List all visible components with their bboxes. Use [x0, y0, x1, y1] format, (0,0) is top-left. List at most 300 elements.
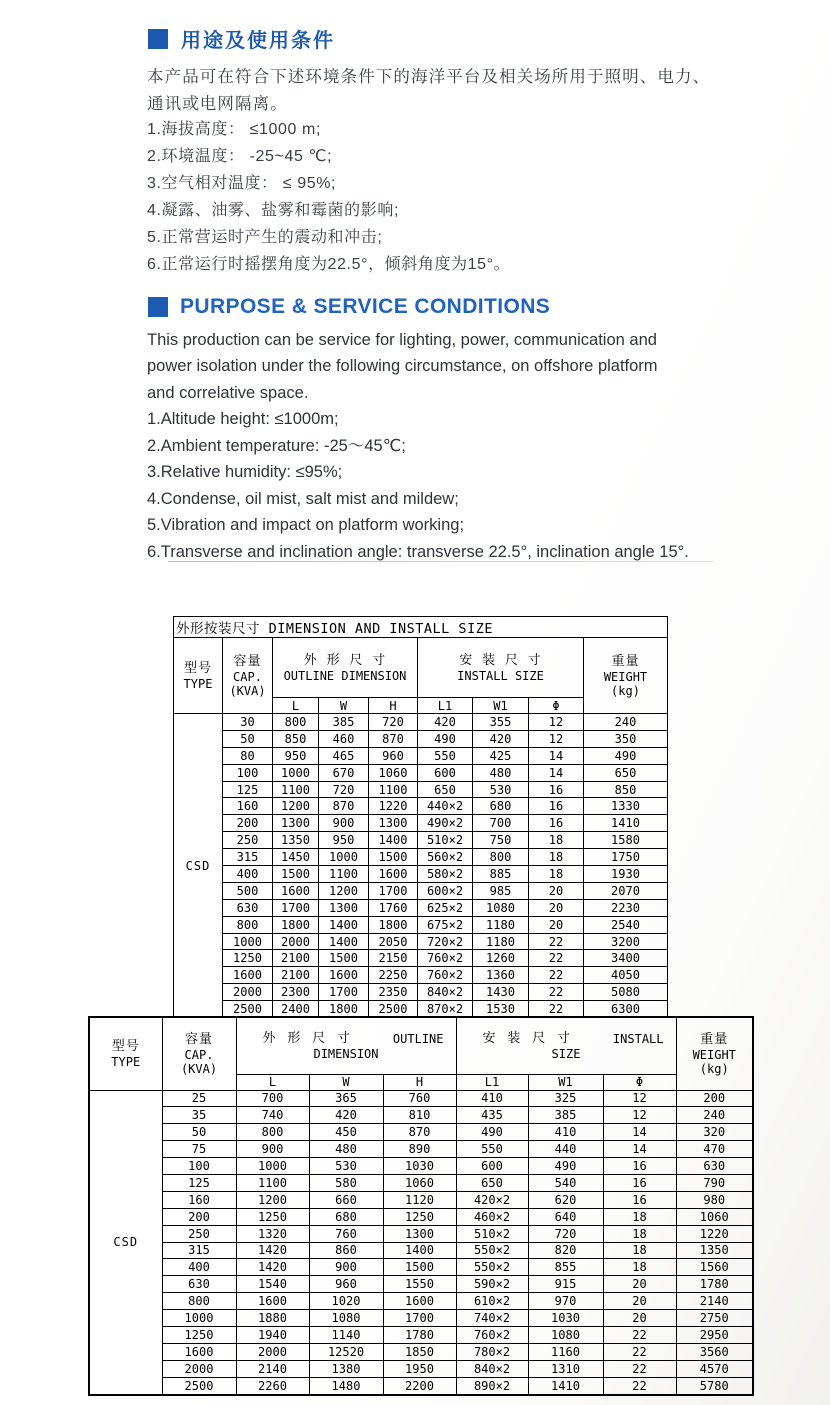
table-cell: 1160 — [528, 1343, 603, 1360]
table-cell: 460 — [319, 730, 369, 747]
table-cell: 1600 — [319, 967, 369, 984]
table-cell: 1300 — [369, 815, 418, 832]
table-cell: 22 — [529, 967, 584, 984]
table-cell: 700 — [236, 1090, 309, 1107]
table-cell: 4050 — [584, 967, 668, 984]
table-cell: 760 — [309, 1225, 383, 1242]
table-cell: 540 — [528, 1174, 603, 1191]
table-cell: 355 — [473, 714, 529, 731]
table-cell: 490 — [418, 730, 473, 747]
cn-condition-item: 5.正常营运时产生的震动和冲击; — [147, 229, 383, 246]
en-condition-item: 1.Altitude height: ≤1000m; — [147, 410, 339, 428]
table-cell: 200 — [162, 1208, 236, 1225]
table-cell: 22 — [603, 1326, 676, 1343]
table-cell: 1700 — [369, 882, 418, 899]
table-cell: 1100 — [273, 781, 319, 798]
table-header-row — [89, 1017, 753, 1074]
table-cell: 800 — [273, 714, 319, 731]
table-cell: 1800 — [369, 916, 418, 933]
table-cell: 560×2 — [418, 849, 473, 866]
table-cell: 650 — [456, 1174, 528, 1191]
table-cell: 20 — [529, 899, 584, 916]
en-condition-item: 2.Ambient temperature: -25～45℃; — [147, 436, 406, 455]
table-row — [174, 781, 668, 798]
table-cell: 720 — [319, 781, 369, 798]
table-cell: 900 — [309, 1259, 383, 1276]
table-cell: 240 — [676, 1107, 753, 1124]
col-header-type: 型号 TYPE — [174, 638, 223, 714]
cn-condition-item: 2.环境温度： -25~45 ℃; — [147, 148, 333, 165]
table-cell: 1750 — [584, 849, 668, 866]
table-cell: 1760 — [369, 899, 418, 916]
table-cell: 1600 — [162, 1343, 236, 1360]
table-cell: 4570 — [676, 1360, 753, 1377]
en-condition-item: 4.Condense, oil mist, salt mist and mildew; — [147, 489, 459, 508]
table-cell: 20 — [529, 916, 584, 933]
table-cell: 1700 — [383, 1310, 456, 1327]
table-cell: 960 — [309, 1276, 383, 1293]
table-row — [89, 1377, 753, 1394]
table-cell: 14 — [529, 747, 584, 764]
table-cell: 18 — [529, 849, 584, 866]
table-cell: 620 — [528, 1191, 603, 1208]
table-row — [89, 1276, 753, 1293]
table-cell: 350 — [584, 730, 668, 747]
table-cell: 1700 — [273, 899, 319, 916]
table-cell: 1200 — [319, 882, 369, 899]
table-cell: 16 — [529, 781, 584, 798]
table-cell: 1600 — [369, 866, 418, 883]
table-cell: 1940 — [236, 1326, 309, 1343]
table-cell: 610×2 — [456, 1293, 528, 1310]
table-cell: 1080 — [528, 1326, 603, 1343]
table-cell: 1500 — [369, 849, 418, 866]
table-cell: 750 — [473, 832, 529, 849]
table-cell: 1800 — [273, 916, 319, 933]
table-cell: 2200 — [383, 1377, 456, 1394]
table-cell: 950 — [319, 832, 369, 849]
table-row — [89, 1242, 753, 1259]
col-header-type: 型号 TYPE — [89, 1017, 162, 1090]
table-cell: 810 — [383, 1107, 456, 1124]
table-cell: 2260 — [236, 1377, 309, 1394]
table-row — [89, 1124, 753, 1141]
table-cell: 680 — [473, 798, 529, 815]
table-cell: 2350 — [369, 984, 418, 1001]
col-header-L1: L1 — [456, 1074, 528, 1090]
table-cell: 435 — [456, 1107, 528, 1124]
col-header-install-size: 安 装 尺 寸 INSTALL SIZE — [418, 638, 584, 698]
table-cell: 660 — [309, 1191, 383, 1208]
table-cell: 12 — [603, 1090, 676, 1107]
table-cell: 1000 — [273, 764, 319, 781]
table-cell: 2000 — [162, 1360, 236, 1377]
table-cell: 315 — [223, 849, 273, 866]
table-cell: 1250 — [223, 950, 273, 967]
col-header-W1: W1 — [473, 698, 529, 714]
table-cell: 2500 — [223, 1001, 273, 1018]
cn-condition-item: 3.空气相对温度： ≤ 95%; — [147, 175, 337, 192]
table-row — [89, 1090, 753, 1107]
col-header-W1: W1 — [528, 1074, 603, 1090]
en-condition-item: 3.Relative humidity: ≤95%; — [147, 463, 343, 481]
table-cell: 1080 — [309, 1310, 383, 1327]
table-cell: 850 — [273, 730, 319, 747]
table-cell: 420×2 — [456, 1191, 528, 1208]
col-header-W: W — [309, 1074, 383, 1090]
table-cell: 12 — [529, 730, 584, 747]
col-header-capacity: 容量 CAP. (KVA) — [223, 638, 273, 714]
table-cell: 780×2 — [456, 1343, 528, 1360]
table-cell: 50 — [162, 1124, 236, 1141]
table-cell: 470 — [676, 1141, 753, 1158]
table-row — [89, 1158, 753, 1175]
table-cell: 25 — [162, 1090, 236, 1107]
table-cell: 16 — [603, 1191, 676, 1208]
table-cell: 18 — [603, 1225, 676, 1242]
col-header-install-size: 安 装 尺 寸 INSTALL SIZE — [456, 1017, 676, 1074]
table-cell: 680 — [309, 1208, 383, 1225]
table-cell: 385 — [528, 1107, 603, 1124]
table-row — [89, 1191, 753, 1208]
dimension-table-1-block — [173, 616, 668, 1018]
table-cell: 760×2 — [456, 1326, 528, 1343]
table-cell: 14 — [529, 764, 584, 781]
cn-condition-list — [147, 116, 510, 278]
section-bullet-icon — [148, 297, 168, 317]
col-header-weight: 重量 WEIGHT (kg) — [676, 1017, 753, 1090]
table-cell: 460×2 — [456, 1208, 528, 1225]
table-cell: 1300 — [383, 1225, 456, 1242]
table-row — [89, 1208, 753, 1225]
table-cell: 240 — [584, 714, 668, 731]
table-cell: 1300 — [273, 815, 319, 832]
table-cell: 12520 — [309, 1343, 383, 1360]
table-cell: 600×2 — [418, 882, 473, 899]
table-cell: 160 — [223, 798, 273, 815]
table-header-row — [174, 638, 668, 698]
table-cell: 1200 — [273, 798, 319, 815]
table-row — [89, 1293, 753, 1310]
table-cell: 16 — [529, 815, 584, 832]
table-row — [174, 933, 668, 950]
table-cell: 720 — [528, 1225, 603, 1242]
table-cell: 1200 — [236, 1191, 309, 1208]
table-cell: 250 — [162, 1225, 236, 1242]
table-cell: 100 — [223, 764, 273, 781]
table-cell: 500 — [223, 882, 273, 899]
table-cell: 2150 — [369, 950, 418, 967]
table-cell: 16 — [603, 1174, 676, 1191]
table-cell: 490 — [584, 747, 668, 764]
table-cell: 840×2 — [418, 984, 473, 1001]
table-cell: 2100 — [273, 950, 319, 967]
table-cell: 20 — [603, 1310, 676, 1327]
table-cell: 980 — [676, 1191, 753, 1208]
dimension-table-1 — [173, 616, 668, 1018]
table-cell: 2230 — [584, 899, 668, 916]
table-cell: 2250 — [369, 967, 418, 984]
col-header-L: L — [236, 1074, 309, 1090]
table-cell: 1480 — [309, 1377, 383, 1394]
table-cell: 1700 — [319, 984, 369, 1001]
en-condition-item: 5.Vibration and impact on platform working; — [147, 516, 465, 534]
table-cell: 2050 — [369, 933, 418, 950]
table-cell: 490×2 — [418, 815, 473, 832]
table-cell: 800 — [162, 1293, 236, 1310]
table-cell: 18 — [603, 1208, 676, 1225]
table-cell: 6300 — [584, 1001, 668, 1018]
table-cell: 1420 — [236, 1259, 309, 1276]
table-cell: 580 — [309, 1174, 383, 1191]
table-cell: 900 — [236, 1141, 309, 1158]
table-cell: 1330 — [584, 798, 668, 815]
table-cell: 1310 — [528, 1360, 603, 1377]
table-cell: 820 — [528, 1242, 603, 1259]
table-cell: 22 — [603, 1343, 676, 1360]
table-cell: 2400 — [273, 1001, 319, 1018]
table-cell: 1060 — [676, 1208, 753, 1225]
table-row — [174, 899, 668, 916]
table-cell: 1100 — [236, 1174, 309, 1191]
table-cell: 1600 — [236, 1293, 309, 1310]
table-cell: 650 — [418, 781, 473, 798]
table-cell: 22 — [603, 1377, 676, 1394]
table-cell: 1540 — [236, 1276, 309, 1293]
table-cell: 320 — [676, 1124, 753, 1141]
table-cell: 20 — [603, 1276, 676, 1293]
table-cell: 5780 — [676, 1377, 753, 1394]
table-cell: 1100 — [319, 866, 369, 883]
table-cell: 800 — [236, 1124, 309, 1141]
table-cell: 75 — [162, 1141, 236, 1158]
table-cell: 20 — [603, 1293, 676, 1310]
table-cell: 1000 — [223, 933, 273, 950]
table-cell: 22 — [603, 1360, 676, 1377]
table-cell: 1550 — [383, 1276, 456, 1293]
table-cell: 1060 — [383, 1174, 456, 1191]
en-paragraph-line: and correlative space. — [147, 383, 309, 402]
table-cell: 365 — [309, 1090, 383, 1107]
table-cell: 440 — [528, 1141, 603, 1158]
table-row — [89, 1174, 753, 1191]
col-header-weight: 重量 WEIGHT (kg) — [584, 638, 668, 714]
table-cell: 870 — [383, 1124, 456, 1141]
table-row — [89, 1141, 753, 1158]
table-title-row — [174, 617, 668, 638]
table-row — [174, 967, 668, 984]
table-row — [174, 714, 668, 731]
table-cell: 550×2 — [456, 1242, 528, 1259]
table-cell: 465 — [319, 747, 369, 764]
table-cell: 1950 — [383, 1360, 456, 1377]
table-cell: 580×2 — [418, 866, 473, 883]
table-cell: 1430 — [473, 984, 529, 1001]
table-cell: 510×2 — [456, 1225, 528, 1242]
table-cell: 625×2 — [418, 899, 473, 916]
table-cell: 420 — [473, 730, 529, 747]
cell-type: CSD — [174, 714, 223, 1018]
table-cell: 740 — [236, 1107, 309, 1124]
table-cell: 12 — [603, 1107, 676, 1124]
table-cell: 315 — [162, 1242, 236, 1259]
table-cell: 640 — [528, 1208, 603, 1225]
table-cell: 14 — [603, 1124, 676, 1141]
col-header-capacity: 容量 CAP. (KVA) — [162, 1017, 236, 1090]
table-cell: 2500 — [162, 1377, 236, 1394]
table-row — [174, 916, 668, 933]
table-cell: 1800 — [319, 1001, 369, 1018]
table-cell: 600 — [456, 1158, 528, 1175]
table-cell: 125 — [223, 781, 273, 798]
table-cell: 480 — [309, 1141, 383, 1158]
table-cell: 1600 — [383, 1293, 456, 1310]
table-cell: 2070 — [584, 882, 668, 899]
table-cell: 410 — [456, 1090, 528, 1107]
table-cell: 22 — [529, 1001, 584, 1018]
table-cell: 1780 — [383, 1326, 456, 1343]
cn-paragraph-line: 通讯或电网隔离。 — [147, 94, 288, 113]
table-cell: 125 — [162, 1174, 236, 1191]
table-cell: 650 — [584, 764, 668, 781]
table-cell: 1060 — [369, 764, 418, 781]
cn-intro-paragraph — [147, 64, 727, 118]
table-cell: 2540 — [584, 916, 668, 933]
table-cell: 12 — [529, 714, 584, 731]
table-cell: 1880 — [236, 1310, 309, 1327]
table-row — [89, 1107, 753, 1124]
table-cell: 1780 — [676, 1276, 753, 1293]
dimension-table-2-block — [88, 1016, 754, 1396]
table-cell: 1350 — [676, 1242, 753, 1259]
table-cell: 960 — [369, 747, 418, 764]
table-row — [174, 747, 668, 764]
table-cell: 630 — [162, 1276, 236, 1293]
table-cell: 50 — [223, 730, 273, 747]
table-cell: 530 — [309, 1158, 383, 1175]
table-cell: 1120 — [383, 1191, 456, 1208]
section-bullet-icon — [148, 29, 168, 49]
table-cell: 675×2 — [418, 916, 473, 933]
table-cell: 700 — [473, 815, 529, 832]
table-cell: 550×2 — [456, 1259, 528, 1276]
table-cell: 860 — [309, 1242, 383, 1259]
table-cell: 760 — [383, 1090, 456, 1107]
table-cell: 1410 — [528, 1377, 603, 1394]
table-cell: 1300 — [319, 899, 369, 916]
cn-condition-item: 1.海拔高度： ≤1000 m; — [147, 121, 321, 138]
table-cell: 1450 — [273, 849, 319, 866]
col-header-outline-dimension: 外 形 尺 寸 OUTLINE DIMENSION — [236, 1017, 456, 1074]
table-cell: 200 — [676, 1090, 753, 1107]
table-cell: 250 — [223, 832, 273, 849]
table-cell: 1250 — [383, 1208, 456, 1225]
table-cell: 885 — [473, 866, 529, 883]
table-cell: 200 — [223, 815, 273, 832]
table-cell: 20 — [529, 882, 584, 899]
table-cell: 2000 — [223, 984, 273, 1001]
table-cell: 440×2 — [418, 798, 473, 815]
table-cell: 890 — [383, 1141, 456, 1158]
table-cell: 22 — [529, 950, 584, 967]
table-row — [174, 730, 668, 747]
table-cell: 900 — [319, 815, 369, 832]
table-row — [174, 950, 668, 967]
table-cell: 800 — [473, 849, 529, 866]
col-header-phi: Φ — [603, 1074, 676, 1090]
table-cell: 1080 — [473, 899, 529, 916]
table-cell: 1250 — [162, 1326, 236, 1343]
table-cell: 1030 — [528, 1310, 603, 1327]
table-cell: 1600 — [273, 882, 319, 899]
table-cell: 410 — [528, 1124, 603, 1141]
en-paragraph-line: This production can be service for lighting, power, communication and — [147, 331, 657, 349]
col-header-H: H — [369, 698, 418, 714]
table-cell: 425 — [473, 747, 529, 764]
table-cell: 400 — [223, 866, 273, 883]
table-cell: 1020 — [309, 1293, 383, 1310]
table-cell: 720 — [369, 714, 418, 731]
table-cell: 670 — [319, 764, 369, 781]
table-cell: 1400 — [369, 832, 418, 849]
table-cell: 1180 — [473, 933, 529, 950]
table-cell: 1500 — [319, 950, 369, 967]
table-cell: 18 — [529, 832, 584, 849]
table-cell: 160 — [162, 1191, 236, 1208]
table-cell: 18 — [603, 1259, 676, 1276]
table-cell: 1560 — [676, 1259, 753, 1276]
table-cell: 1000 — [162, 1310, 236, 1327]
table-cell: 1530 — [473, 1001, 529, 1018]
table-cell: 480 — [473, 764, 529, 781]
table-cell: 22 — [529, 933, 584, 950]
en-paragraph-line: power isolation under the following circumstance, on offshore platform — [147, 357, 658, 376]
table-cell: 790 — [676, 1174, 753, 1191]
table-cell: 970 — [528, 1293, 603, 1310]
table-cell: 550 — [456, 1141, 528, 1158]
table-row — [174, 1001, 668, 1018]
table-cell: 1380 — [309, 1360, 383, 1377]
en-condition-item: 6.Transverse and inclination angle: transverse 22.5°, inclination angle 15°. — [147, 542, 689, 561]
col-header-W: W — [319, 698, 369, 714]
table-row — [174, 866, 668, 883]
cn-section-header — [148, 24, 335, 53]
table-cell: 855 — [528, 1259, 603, 1276]
table-cell: 1180 — [473, 916, 529, 933]
table-row — [89, 1259, 753, 1276]
table-cell: 490 — [456, 1124, 528, 1141]
table-cell: 1250 — [236, 1208, 309, 1225]
table-cell: 850 — [584, 781, 668, 798]
table-cell: 870 — [319, 798, 369, 815]
table-cell: 325 — [528, 1090, 603, 1107]
table-cell: 80 — [223, 747, 273, 764]
table-row — [89, 1310, 753, 1327]
table-cell: 510×2 — [418, 832, 473, 849]
table-cell: 1320 — [236, 1225, 309, 1242]
table-row — [89, 1343, 753, 1360]
table-cell: 2000 — [273, 933, 319, 950]
table-cell: 385 — [319, 714, 369, 731]
table-cell: 530 — [473, 781, 529, 798]
table-cell: 1850 — [383, 1343, 456, 1360]
table-title: 外形按装尺寸 DIMENSION AND INSTALL SIZE — [174, 617, 668, 638]
table-cell: 16 — [529, 798, 584, 815]
table-cell: 1400 — [319, 916, 369, 933]
table-cell: 890×2 — [456, 1377, 528, 1394]
dimension-table-2 — [88, 1016, 754, 1396]
table-cell: 30 — [223, 714, 273, 731]
